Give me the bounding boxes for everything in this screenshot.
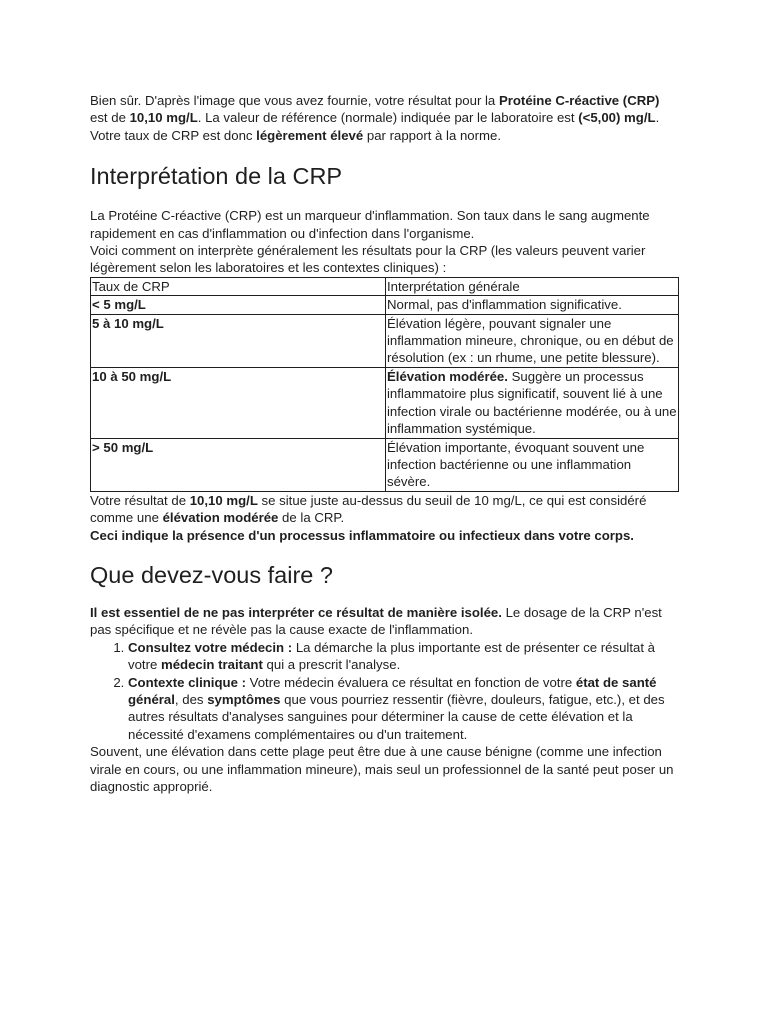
crp-term: Protéine C-réactive (CRP) <box>498 93 660 108</box>
advice-paragraph: Il est essentiel de ne pas interpréter ce résultat de manière isolée. Le dosage de la CRP n'est pas spécifique et ne révèle pas la cause exacte de l'inflammation. <box>90 604 662 638</box>
table-header-interpretation: Interprétation générale <box>386 277 679 295</box>
rate-cell: 10 à 50 mg/L <box>92 368 172 384</box>
result-conclusion: Ceci indique la présence d'un processus inflammatoire ou infectieux dans votre corps. <box>90 527 634 543</box>
table-intro: Voici comment on interprète généralement les résultats pour la CRP (les valeurs peuvent varier légèrement selon les laboratoires et les contextes cliniques) : <box>90 243 646 276</box>
result-paragraph: Votre résultat de 10,10 mg/L se situe juste au-dessus du seuil de 10 mg/L, ce qui est considéré comme une élévation modérée de la CRP. <box>90 492 647 526</box>
table-row <box>91 314 679 367</box>
document-page <box>90 92 680 795</box>
crp-description: La Protéine C-réactive (CRP) est un marqueur d'inflammation. Son taux dans le sang augmente rapidement en cas d'inflammation ou d'infection dans l'organisme. <box>90 208 650 241</box>
section-title-what-to-do: Que devez-vous faire ? <box>90 561 333 588</box>
reference-value: (<5,00) mg/L <box>578 110 656 126</box>
elevation-status: légèrement élevé <box>256 127 364 143</box>
interpretation-cell: Élévation modérée. Suggère un processus inflammatoire plus significatif, souvent lié à une infection virale ou bactérienne modérée, ou à une inflammation systémique. <box>387 368 677 437</box>
interpretation-cell: Normal, pas d'inflammation significative. <box>386 296 679 314</box>
closing-paragraph: Souvent, une élévation dans cette plage peut être due à une cause bénigne (comme une infection virale en cours, ou une inflammation mineure), mais seul un professionnel de la santé peut poser un diagnostic approprié. <box>90 744 674 794</box>
table-row <box>91 296 679 314</box>
table-row <box>91 438 679 491</box>
rate-cell: > 50 mg/L <box>92 439 154 455</box>
list-item: 2. Contexte clinique : Votre médecin évaluera ce résultat en fonction de votre état de santé général, des symptômes que vous pourriez ressentir (fièvre, douleurs, fatigue, etc.), et des autres résultats d'analyses sanguines pour déterminer la cause de cette élévation et la nécessité d'examens complémentaires ou d'un traitement. <box>128 674 680 744</box>
intro-conclusion: Votre taux de CRP est donc légèrement élevé par rapport à la norme. <box>90 127 502 143</box>
advice-list <box>90 639 680 743</box>
table-header-row <box>91 277 679 295</box>
interpretation-cell: Élévation importante, évoquant souvent une infection bactérienne ou une inflammation sévère. <box>386 438 679 491</box>
result-value: 10,10 mg/L <box>129 110 198 126</box>
table-header-rate: Taux de CRP <box>91 277 386 295</box>
crp-table <box>90 277 679 492</box>
table-row <box>91 367 679 438</box>
rate-cell: 5 à 10 mg/L <box>92 315 164 331</box>
section-title-interpretation: Interprétation de la CRP <box>90 163 343 190</box>
intro-paragraph: Bien sûr. D'après l'image que vous avez fournie, votre résultat pour la Protéine C-réactive (CRP) est de 10,10 mg/L. La valeur de référence (normale) indiquée par le laboratoire est (<5,00) mg/L. <box>90 93 660 126</box>
interpretation-cell: Élévation légère, pouvant signaler une inflammation mineure, chronique, ou en début de résolution (ex : un rhume, une petite blessure). <box>386 314 679 367</box>
list-item: 1. Consultez votre médecin : La démarche la plus importante est de présenter ce résultat à votre médecin traitant qui a prescrit l'analyse. <box>128 639 680 674</box>
rate-cell: < 5 mg/L <box>92 297 146 313</box>
